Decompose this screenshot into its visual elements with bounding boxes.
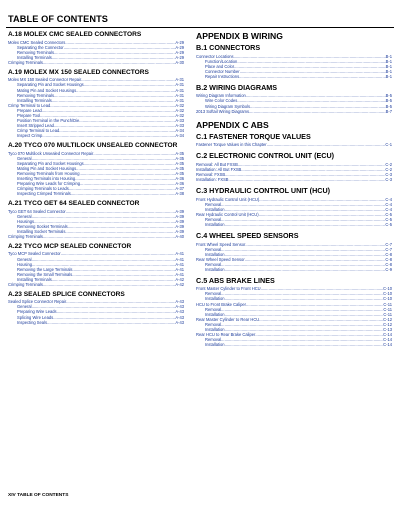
toc-entry-page: A-42 — [175, 281, 184, 287]
toc-entry-page: C-10 — [383, 291, 392, 297]
toc-entry-label: Mating Pin and Socket Housings — [17, 165, 77, 171]
toc-entry-label: Molex MX 150 Sealed Connector Repair — [8, 77, 82, 83]
dot-leader — [249, 109, 386, 114]
right-column — [196, 29, 392, 349]
left-column — [8, 29, 184, 327]
toc-entry-page: A-43 — [175, 309, 184, 315]
toc-entry-label: Inspect Crimp — [17, 132, 43, 138]
toc-entry-page: A-29 — [175, 49, 184, 55]
toc-entry-page: C-11 — [383, 301, 392, 307]
toc-entry-label: General — [17, 213, 32, 219]
toc-entry-page: A-38 — [175, 190, 184, 196]
page-title: TABLE OF CONTENTS — [8, 14, 109, 24]
toc-entry-page: A-33 — [175, 117, 184, 123]
toc-entry-label: Preparing Wire Leads for Crimping — [17, 180, 81, 186]
toc-entry-page: A-31 — [175, 87, 184, 93]
section-heading: A.18 MOLEX CMC SEALED CONNECTORS — [8, 31, 142, 38]
dot-leader — [229, 177, 386, 182]
section-heading: A.21 TYCO GET 64 SEALED CONNECTOR — [8, 200, 140, 207]
toc-entry-page: B-7 — [385, 108, 392, 114]
section-heading: C.2 ELECTRONIC CONTROL UNIT (ECU) — [196, 151, 335, 161]
toc-entry-label: Installation — [205, 221, 225, 227]
toc-entry-page: C-14 — [383, 336, 392, 342]
toc-entry-page: A-35 — [175, 165, 184, 171]
toc-entry-page: C-9 — [385, 266, 392, 272]
toc-entry-page: A-43 — [175, 299, 184, 305]
toc-entry-page: C-14 — [383, 341, 392, 347]
toc-entry-label: Inserting Terminals into Housing — [17, 175, 76, 181]
toc-entry[interactable] — [8, 320, 184, 325]
section-heading: A.19 MOLEX MX 150 SEALED CONNECTORS — [8, 68, 149, 76]
appendix-b-sections — [196, 44, 392, 116]
toc-entry-page: C-11 — [383, 311, 392, 317]
toc-entry-page: A-36 — [175, 180, 184, 186]
toc-entry-page: C-5 — [385, 211, 392, 217]
toc-entry-label: Installation — [205, 296, 225, 302]
toc-entry-page: A-29 — [175, 44, 184, 50]
section-heading: B.1 CONNECTORS — [196, 43, 261, 52]
toc-entry-label: Front Hydraulic Control Unit (HCU) — [196, 196, 260, 202]
toc-entry-label: Front Master Cylinder to Front HCU — [196, 286, 261, 292]
toc-entry-page: A-39 — [175, 218, 184, 224]
toc-entry[interactable] — [196, 342, 392, 347]
dot-leader — [225, 267, 386, 272]
toc-entry-label: Tyco GET 64 Sealed Connector — [8, 208, 66, 214]
section-heading: A.23 SEALED SPLICE CONNECTORS — [8, 290, 125, 298]
toc-entry-label: Molex CMC Sealed Connectors — [8, 39, 66, 45]
toc-entry-page: B-1 — [385, 58, 392, 64]
toc-entry-label: Fastener Torque Values in this Chapter — [196, 142, 267, 148]
toc-entry-label: General — [17, 304, 32, 310]
toc-entry-page: A-32 — [175, 112, 184, 118]
toc-entry-page: A-39 — [175, 208, 184, 214]
toc-entry-label: Tyco MCP Sealed Connector — [8, 251, 61, 257]
toc-entry-page: C-8 — [385, 251, 392, 257]
toc-entry-label: Separating Pin and Socket Housings — [17, 160, 84, 166]
toc-entry-label: Removal — [205, 216, 222, 222]
toc-entry-page: C-3 — [385, 171, 392, 177]
toc-entry-label: Removing Terminals — [17, 92, 55, 98]
toc-entry-label: Installing Terminals — [17, 97, 52, 103]
toc-entry-page: A-34 — [175, 132, 184, 138]
section-heading: C.5 ABS BRAKE LINES — [196, 275, 275, 285]
toc-entry-page: B-5 — [385, 93, 392, 99]
toc-entry-label: General — [17, 155, 32, 161]
toc-entry-page: C-13 — [383, 326, 392, 332]
toc-entry-page: A-39 — [175, 213, 184, 219]
toc-entry-label: Place and Color — [205, 63, 235, 69]
toc-entry-label: Removal: All But FXSB — [196, 161, 238, 167]
toc-entry-label: Splicing Wire Leads — [17, 314, 54, 320]
toc-entry-label: Crimp Terminal to Lead — [17, 127, 60, 133]
toc-entry-label: Installation — [205, 341, 225, 347]
toc-entry-label: Repair Instructions — [205, 73, 240, 79]
toc-entry-label: HCU to Front Brake Caliper — [196, 301, 247, 307]
toc-entry-label: Rear Hydraulic Control Unit (HCU) — [196, 211, 259, 217]
toc-entry-label: Installation — [205, 206, 225, 212]
toc-entry[interactable] — [8, 191, 184, 196]
toc-entry-label: Installation — [205, 251, 225, 257]
toc-entry-page: A-40 — [175, 233, 184, 239]
toc-entry-label: Removing Socket Terminals — [17, 223, 68, 229]
toc-entry-page: C-12 — [383, 321, 392, 327]
toc-entry-page: A-32 — [175, 107, 184, 113]
toc-entry-page: A-37 — [175, 185, 184, 191]
toc-entry-page: A-39 — [175, 223, 184, 229]
dot-leader — [42, 133, 175, 138]
toc-entry-label: Removal: FXSB — [196, 171, 226, 177]
page-footer: XIV TABLE OF CONTENTS — [8, 493, 69, 498]
toc-entry-page: C-12 — [383, 316, 392, 322]
toc-entry-page: C-8 — [385, 256, 392, 262]
dot-leader — [43, 282, 175, 287]
toc-entry-page: A-31 — [175, 82, 184, 88]
toc-entry-page: C-5 — [385, 216, 392, 222]
toc-entry-page: C-10 — [383, 286, 392, 292]
toc-entry-label: Mating Pin and Socket Housings — [17, 87, 77, 93]
toc-entry-label: Removal — [205, 306, 222, 312]
toc-entry-page: C-2 — [385, 166, 392, 172]
toc-entry-page: C-4 — [385, 206, 392, 212]
toc-entry[interactable] — [196, 267, 392, 272]
toc-entry-label: Front Wheel Speed Sensor — [196, 241, 246, 247]
toc-entry-page: C-2 — [385, 161, 392, 167]
toc-entry-page: C-14 — [383, 331, 392, 337]
toc-entry-label: General — [17, 256, 32, 262]
toc-entry-label: Housing — [17, 261, 33, 267]
toc-entry-page: A-31 — [175, 97, 184, 103]
toc-entry-label: Installing Socket Terminals — [17, 228, 66, 234]
toc-entry-label: Position Terminal in the Punch/Die — [17, 117, 80, 123]
appendix-b-heading: APPENDIX B WIRING — [196, 31, 283, 41]
appendix-c-sections — [196, 133, 392, 349]
toc-entry-page: A-31 — [175, 77, 184, 83]
toc-entry-page: A-39 — [175, 228, 184, 234]
dot-leader — [47, 320, 175, 325]
toc-entry-page: A-34 — [175, 127, 184, 133]
toc-entry[interactable] — [8, 60, 184, 65]
toc-entry-page: C-7 — [385, 241, 392, 247]
toc-entry-label: Removing Terminals from Housing — [17, 170, 80, 176]
toc-entry-page: A-31 — [175, 92, 184, 98]
toc-entry-page: A-32 — [175, 102, 184, 108]
toc-entry-label: Removal — [205, 246, 222, 252]
toc-entry-label: Insert Stripped Lead — [17, 122, 54, 128]
toc-entry-label: Installation — [205, 326, 225, 332]
toc-entry[interactable] — [196, 109, 392, 114]
toc-entry-page: A-30 — [175, 59, 184, 65]
toc-entry-page: A-29 — [175, 39, 184, 45]
toc-entry-page: A-35 — [175, 155, 184, 161]
toc-entry-page: C-3 — [385, 176, 392, 182]
toc-entry-page: C-10 — [383, 296, 392, 302]
section-heading: C.4 WHEEL SPEED SENSORS — [196, 230, 299, 240]
toc-entry-label: Removal — [205, 321, 222, 327]
toc-entry[interactable] — [196, 142, 392, 147]
toc-entry-page: C-5 — [385, 221, 392, 227]
toc-entry-label: Crimping Terminals — [8, 233, 43, 239]
toc-entry-label: Crimping Terminals — [8, 281, 43, 287]
toc-entry-page: B-5 — [385, 98, 392, 104]
toc-entry-label: Rear Master Cylinder to Rear HCU — [196, 316, 260, 322]
title-divider — [6, 27, 394, 28]
section-heading: A.22 TYCO MCP SEALED CONNECTOR — [8, 242, 132, 250]
toc-entry-page: A-42 — [175, 276, 184, 282]
toc-entry-page: B-1 — [385, 53, 392, 59]
toc-entry[interactable] — [8, 133, 184, 138]
toc-entry-page: A-35 — [175, 170, 184, 176]
toc-entry-label: Crimping Terminals to Leads — [17, 185, 69, 191]
toc-entry-label: Installation: FXSB — [196, 176, 229, 182]
dot-leader — [43, 60, 175, 65]
toc-entry-label: Installation — [205, 266, 225, 272]
toc-entry[interactable] — [8, 234, 184, 239]
toc-entry-label: Inspecting Crimped Terminals — [17, 190, 71, 196]
toc-entry[interactable] — [196, 222, 392, 227]
toc-entry-page: A-35 — [175, 160, 184, 166]
toc-entry-label: Connector Number — [205, 68, 240, 74]
toc-entry-page: A-33 — [175, 122, 184, 128]
toc-entry-label: Inspecting Seals — [17, 319, 48, 325]
toc-entry-page: A-41 — [175, 256, 184, 262]
toc-entry-label: Crimp Terminal to Lead — [8, 102, 51, 108]
toc-entry-page: A-41 — [175, 261, 184, 267]
dot-leader — [71, 191, 175, 196]
toc-entry-label: Removal — [205, 201, 222, 207]
toc-entry-page: C-8 — [385, 261, 392, 267]
dot-leader — [43, 234, 175, 239]
toc-entry-page: A-36 — [175, 175, 184, 181]
toc-entry-label: Installation — [205, 311, 225, 317]
toc-entry-page: A-41 — [175, 271, 184, 277]
toc-entry-label: Wiring Diagram Information — [196, 93, 246, 99]
toc-entry-label: Rear HCU to Rear Brake Caliper — [196, 331, 256, 337]
toc-entry-label: Removing the Large Terminals — [17, 266, 73, 272]
toc-entry-page: A-35 — [175, 150, 184, 156]
toc-entry-label: Sealed Splice Connector Repair — [8, 299, 67, 305]
toc-entry[interactable] — [196, 74, 392, 79]
toc-entry-page: C-7 — [385, 246, 392, 252]
dot-leader — [225, 222, 386, 227]
toc-entry-page: C-11 — [383, 306, 392, 312]
toc-entry-page: B-1 — [385, 63, 392, 69]
toc-entry-page: B-1 — [385, 68, 392, 74]
toc-entry-label: Connector Locations — [196, 53, 234, 59]
toc-entry-label: Crimping Terminals — [8, 59, 43, 65]
toc-entry-page: C-1 — [385, 142, 392, 148]
toc-entry-label: Removal — [205, 261, 222, 267]
section-heading: A.20 TYCO 070 MULTILOCK UNSEALED CONNECTOR — [8, 141, 178, 149]
dot-leader — [225, 342, 384, 347]
toc-entry-page: A-41 — [175, 266, 184, 272]
toc-entry[interactable] — [196, 177, 392, 182]
dot-leader — [267, 142, 386, 147]
toc-entry-label: Removal — [205, 336, 222, 342]
dot-leader — [239, 74, 385, 79]
toc-entry-page: A-43 — [175, 314, 184, 320]
toc-entry-label: Prepare Tool — [17, 112, 41, 118]
toc-entry-label: Removing the Small Terminals — [17, 271, 73, 277]
appendix-c-heading: APPENDIX C ABS — [196, 119, 269, 130]
toc-entry-label: Installing Terminals — [17, 54, 52, 60]
toc-entry-page: B-5 — [385, 103, 392, 109]
toc-entry-page: A-29 — [175, 54, 184, 60]
toc-entry[interactable] — [8, 282, 184, 287]
toc-entry-label: Separating the Connector — [17, 44, 64, 50]
toc-entry-label: Removing Terminals — [17, 49, 55, 55]
toc-entry-label: Installation: All But FXSB — [196, 166, 242, 172]
section-heading: C.1 FASTENER TORQUE VALUES — [196, 131, 311, 141]
toc-entry-label: Removal — [205, 291, 222, 297]
toc-entry-label: Separating Pin and Socket Housings — [17, 82, 84, 88]
toc-entry-label: Wire Color Codes — [205, 98, 238, 104]
toc-entry-label: Wiring Diagram Symbols — [205, 103, 251, 109]
toc-entry-page: C-4 — [385, 196, 392, 202]
toc-entry-page: B-1 — [385, 73, 392, 79]
toc-entry-label: Housings — [17, 218, 35, 224]
section-heading: B.2 WIRING DIAGRAMS — [196, 82, 278, 92]
toc-entry-label: Function/Location — [205, 58, 238, 64]
toc-entry-label: 2013 Softail Wiring Diagrams — [196, 108, 250, 114]
toc-entry-page: A-41 — [175, 251, 184, 257]
toc-entry-page: A-43 — [175, 319, 184, 325]
toc-entry-page: A-43 — [175, 304, 184, 310]
toc-entry-label: Rear Wheel Speed Sensor — [196, 256, 245, 262]
toc-entry-label: Installing Terminals — [17, 276, 52, 282]
toc-entry-label: Preparing Wire Leads — [17, 309, 57, 315]
toc-entry-page: C-4 — [385, 201, 392, 207]
toc-entry-label: Tyco 070 Multilock Unsealed Connector Repair — [8, 150, 94, 156]
toc-entry-label: Prepare Lead — [17, 107, 42, 113]
section-heading: C.3 HYDRAULIC CONTROL UNIT (HCU) — [196, 186, 331, 196]
